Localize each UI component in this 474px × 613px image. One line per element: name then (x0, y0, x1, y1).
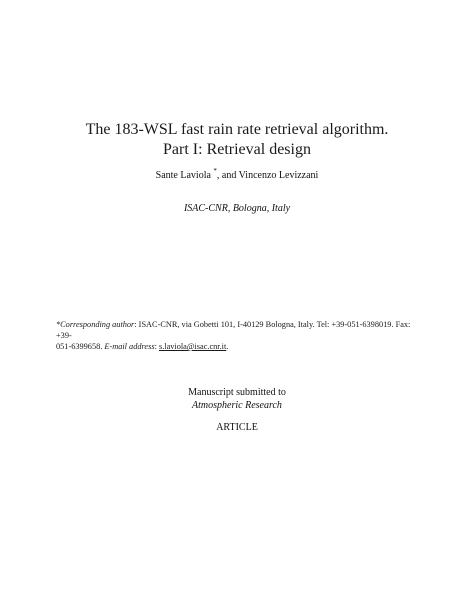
email-link[interactable]: s.laviola@isac.cnr.it (158, 342, 227, 351)
author-1: Sante Laviola (155, 170, 211, 181)
email-label: E-mail address (104, 342, 155, 351)
paper-title-line-2: Part I: Retrieval design (163, 141, 311, 158)
journal-name: Atmospheric Research (192, 400, 282, 411)
submission-info (0, 386, 474, 412)
corresponding-fax-end: 051-6399658. (56, 342, 105, 351)
submission-line: Manuscript submitted to (188, 387, 286, 398)
paper-title-line-1: The 183-WSL fast rain rate retrieval algorithm. (85, 121, 389, 138)
email-separator: : (154, 342, 159, 351)
corresponding-author-label: *Corresponding author (56, 320, 135, 329)
affiliation: ISAC-CNR, Bologna, Italy (183, 203, 291, 214)
article-type: ARTICLE (216, 422, 258, 433)
author-2: , and Vincenzo Levizzani (216, 170, 319, 181)
email-end: . (226, 342, 229, 351)
corresponding-address: : ISAC-CNR, via Gobetti 101, I-40129 Bologna, Italy. Tel: +39-051-6398019. Fax: +39- (56, 320, 411, 340)
paper-title (0, 120, 474, 160)
author-list (0, 169, 474, 182)
corresponding-author-note (56, 319, 426, 352)
corresponding-author-mark: * (213, 167, 217, 175)
